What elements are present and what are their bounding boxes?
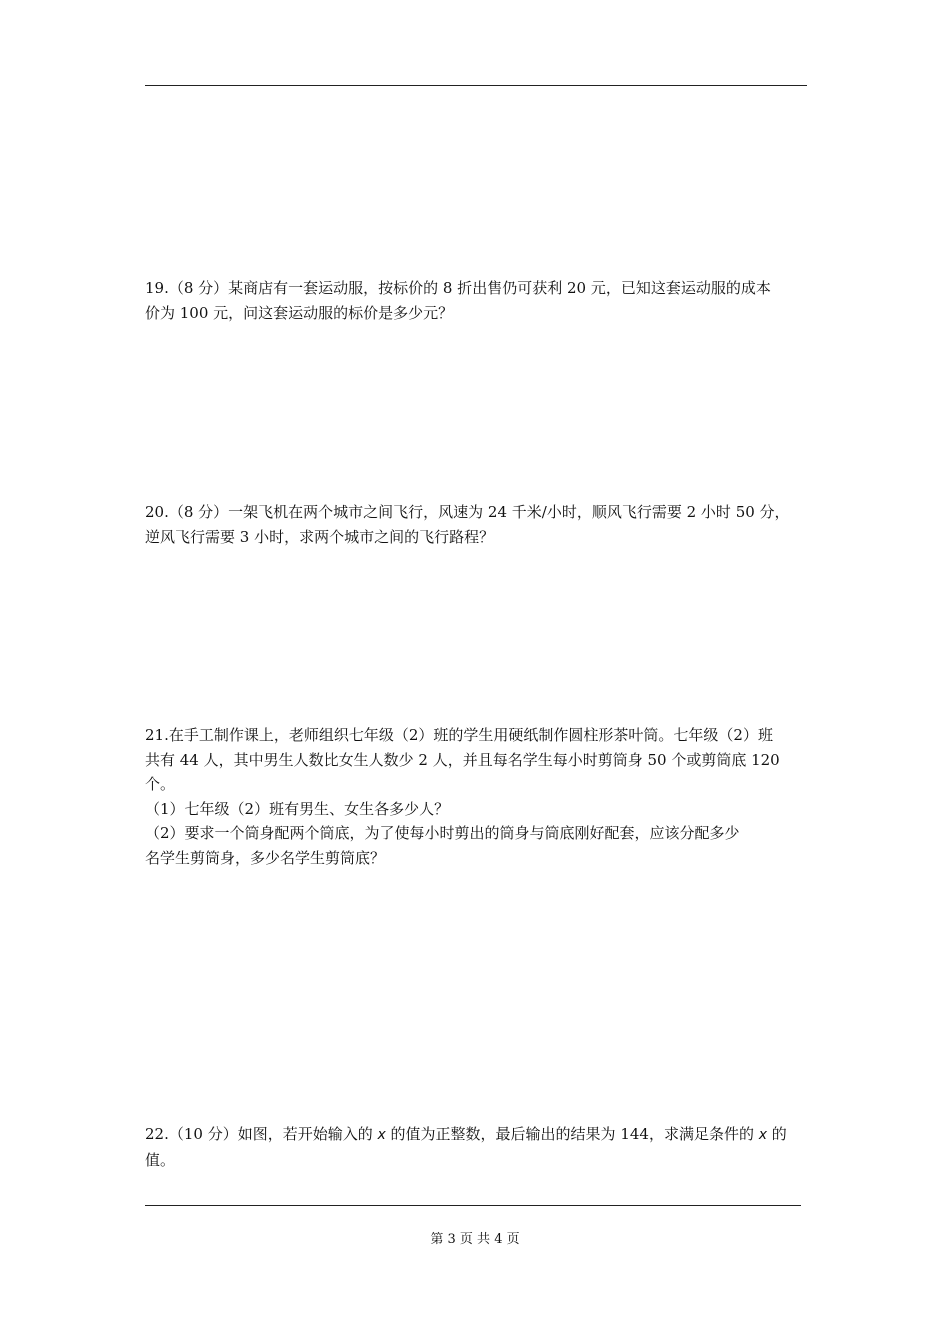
header-rule — [145, 85, 807, 86]
variable-x: x — [758, 1127, 768, 1143]
question-19-line-2: 价为 100 元，问这套运动服的标价是多少元？ — [145, 303, 454, 322]
question-21-line-2: 共有 44 人，其中男生人数比女生人数少 2 人，并且每名学生每小时剪筒身 50 个或剪筒底 120 — [145, 750, 780, 769]
question-22-line-1 — [145, 1122, 810, 1148]
question-21-line-3: 个。 — [145, 775, 176, 793]
question-19-line-1: 19.（8 分）某商店有一套运动服，按标价的 8 折出售仍可获利 20 元，已知这套运动服的成本 — [145, 279, 771, 297]
question-21-subquestion-2-line-2: 名学生剪筒身，多少名学生剪筒底？ — [145, 848, 386, 867]
question-22-text-c: 的 — [767, 1125, 787, 1143]
question-22-text-a: 22.（10 分）如图，若开始输入的 — [145, 1125, 378, 1143]
variable-x: x — [377, 1127, 386, 1143]
question-21-line-1: 21.在手工制作课上，老师组织七年级（2）班的学生用硬纸制作圆柱形茶叶筒。七年级（2）班 — [145, 726, 773, 744]
footer-rule — [145, 1205, 801, 1206]
question-22-text-b: 的值为正整数，最后输出的结果为 144，求满足条件的 — [385, 1125, 759, 1143]
question-20-line-1: 20.（8 分）一架飞机在两个城市之间飞行，风速为 24 千米/小时，顺风飞行需要 2 小时 50 分， — [145, 503, 790, 521]
question-20 — [145, 500, 810, 549]
question-21-subquestion-1: （1）七年级（2）班有男生、女生各多少人？ — [145, 799, 450, 818]
question-21-subquestion-2-line-1: （2）要求一个筒身配两个筒底，为了使每小时剪出的筒身与筒底刚好配套，应该分配多少 — [145, 824, 740, 842]
question-21 — [145, 723, 810, 870]
question-20-line-2: 逆风飞行需要 3 小时，求两个城市之间的飞行路程？ — [145, 527, 495, 546]
question-19 — [145, 276, 810, 325]
question-22-line-2: 值。 — [145, 1150, 176, 1169]
question-22 — [145, 1122, 810, 1172]
page-number: 第 3 页 共 4 页 — [430, 1232, 520, 1247]
